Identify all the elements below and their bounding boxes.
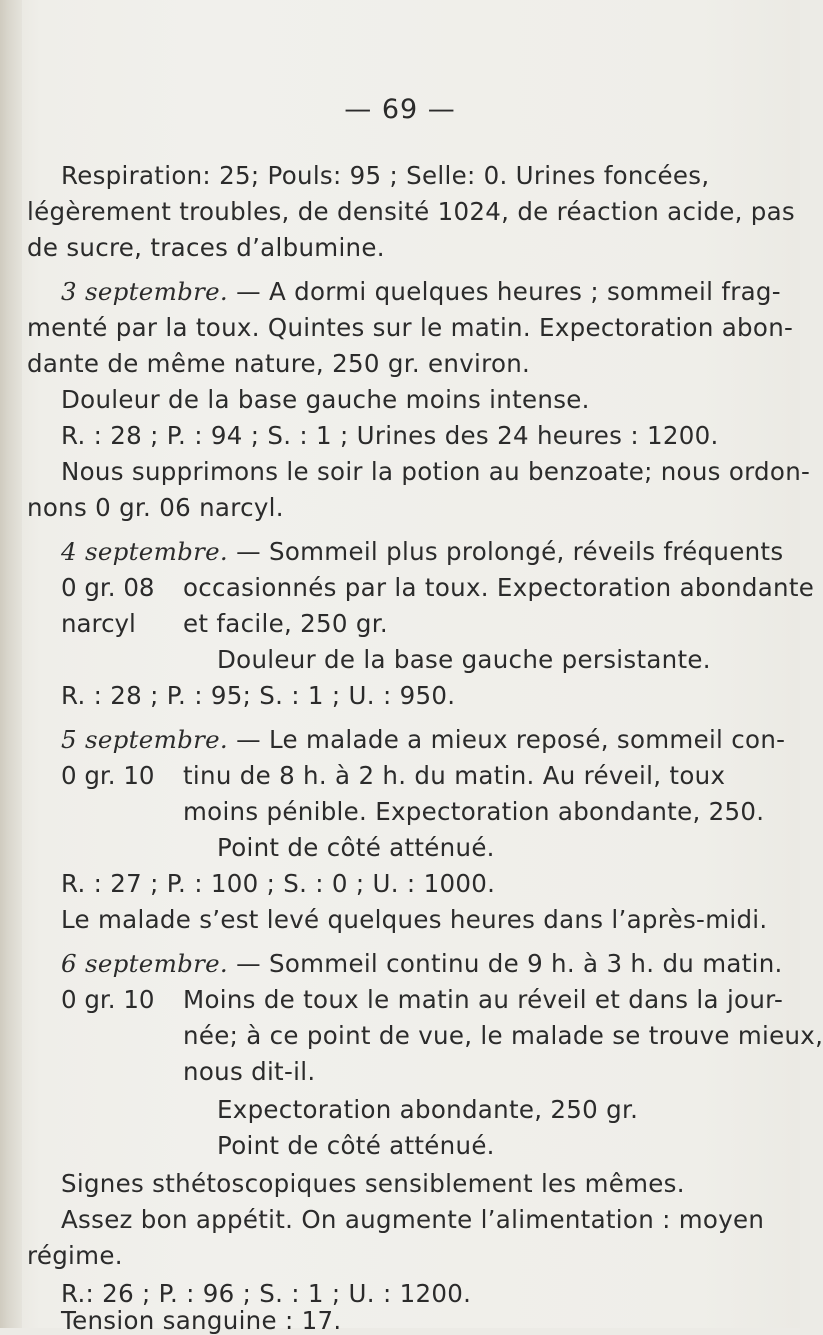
text-line-28: Signes sthétoscopiques sensiblement les mêmes.	[61, 1169, 685, 1198]
text-line-1: Respiration: 25; Pouls: 95 ; Selle: 0. Urines foncées,	[61, 161, 710, 190]
text-line-13: et facile, 250 gr.	[183, 609, 388, 638]
text-line-23: Moins de toux le matin au réveil et dans la jour-	[183, 985, 784, 1014]
date-sep-6: 6 septembre.	[61, 949, 228, 978]
margin-dose-sep-5: 0 gr. 10	[61, 761, 155, 790]
text-line-19: Point de côté atténué.	[217, 833, 495, 862]
text-line-30: régime.	[27, 1241, 123, 1270]
text-line-3: de sucre, traces d’albumine.	[27, 233, 385, 262]
text-line-22: 6 septembre. — Sommeil continu de 9 h. à 3 h. du matin.	[61, 949, 783, 978]
text-line-7: Douleur de la base gauche moins intense.	[61, 385, 590, 414]
page-binding-shadow	[0, 0, 22, 1328]
text-line-18: moins pénible. Expectoration abondante, 250.	[183, 797, 765, 826]
margin-dose-sep-6: 0 gr. 10	[61, 985, 155, 1014]
text-line-2: légèrement troubles, de densité 1024, de réaction acide, pas	[27, 197, 795, 226]
text-line-9: Nous supprimons le soir la potion au benzoate; nous ordon-	[61, 457, 811, 486]
text-line-27: Point de côté atténué.	[217, 1131, 495, 1160]
text-line-10: nons 0 gr. 06 narcyl.	[27, 493, 284, 522]
text-line-5: menté par la toux. Quintes sur le matin. Expectoration abon-	[27, 313, 794, 342]
text-line-31: R.: 26 ; P. : 96 ; S. : 1 ; U. : 1200.	[61, 1279, 472, 1308]
text-line-25: nous dit-il.	[183, 1057, 316, 1086]
text-line-26: Expectoration abondante, 250 gr.	[217, 1095, 639, 1124]
text-line-29: Assez bon appétit. On augmente l’alimentation : moyen	[61, 1205, 765, 1234]
text-line-32: Tension sanguine : 17.	[61, 1306, 342, 1335]
text-line-8: R. : 28 ; P. : 94 ; S. : 1 ; Urines des 24 heures : 1200.	[61, 421, 719, 450]
date-sep-5: 5 septembre.	[61, 725, 228, 754]
page-number: — 69 —	[344, 94, 456, 125]
text-line-17: tinu de 8 h. à 2 h. du matin. Au réveil, toux	[183, 761, 726, 790]
date-sep-4: 4 septembre.	[61, 537, 228, 566]
text-line-24: née; à ce point de vue, le malade se trouve mieux,	[183, 1021, 823, 1050]
text-line-14: Douleur de la base gauche persistante.	[217, 645, 711, 674]
text-line-4: 3 septembre. — A dormi quelques heures ; sommeil frag-	[61, 277, 781, 306]
margin-dose-sep-4: 0 gr. 08	[61, 573, 155, 602]
text-line-11: 4 septembre. — Sommeil plus prolongé, réveils fréquents	[61, 537, 784, 566]
text-line-6: dante de même nature, 250 gr. environ.	[27, 349, 531, 378]
date-sep-3: 3 septembre.	[61, 277, 228, 306]
margin-drug-sep-4: narcyl	[61, 609, 136, 638]
text-line-12: occasionnés par la toux. Expectoration abondante	[183, 573, 815, 602]
text-line-15: R. : 28 ; P. : 95; S. : 1 ; U. : 950.	[61, 681, 456, 710]
text-line-21: Le malade s’est levé quelques heures dans l’après-midi.	[61, 905, 768, 934]
text-line-16: 5 septembre. — Le malade a mieux reposé, sommeil con-	[61, 725, 786, 754]
text-line-20: R. : 27 ; P. : 100 ; S. : 0 ; U. : 1000.	[61, 869, 496, 898]
